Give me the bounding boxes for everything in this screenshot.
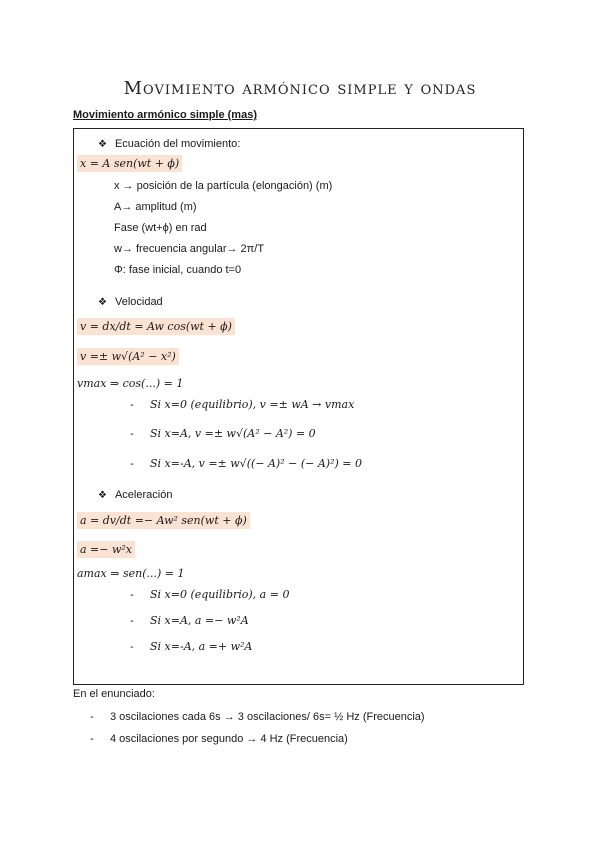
vmax-condition: vmax ⇒ cos(...) = 1 [77, 377, 184, 390]
enunciado-label: En el enunciado: [73, 688, 155, 700]
case-item: - Si x=-A, a =+ w²A [130, 640, 253, 653]
formula-acceleration: a = dv/dt =− Aw² sen(wt + ϕ) [77, 514, 250, 527]
page-title: Movimiento armónico simple y ondas [123, 78, 477, 99]
diamond-bullet-icon: ❖ [98, 490, 107, 501]
definition-item: A→ amplitud (m) [114, 201, 197, 213]
formula-velocity-position: v =± w√(A² − x²) [77, 350, 179, 363]
amax-condition: amax ⇒ sen(...) = 1 [77, 567, 185, 580]
formula-velocity: v = dx/dt = Aw cos(wt + ϕ) [77, 320, 235, 333]
formula-acceleration-position: a =− w²x [77, 543, 135, 556]
case-item: - Si x=-A, v =± w√((− A)² − (− A)²) = 0 [130, 457, 362, 470]
case-item: - Si x=0 (equilibrio), v =± wA → vmax [130, 398, 355, 411]
bullet-ecuacion: ❖ Ecuación del movimiento: [98, 138, 241, 150]
enunciado-item: - 4 oscilaciones por segundo → 4 Hz (Frecuencia) [90, 733, 348, 745]
definition-item: Φ: fase inicial, cuando t=0 [114, 264, 242, 276]
section-heading: Movimiento armónico simple (mas) [73, 109, 257, 121]
case-item: - Si x=A, v =± w√(A² − A²) = 0 [130, 427, 316, 440]
formula-position: x = A sen(wt + ϕ) [77, 157, 182, 170]
definition-item: x → posición de la partícula (elongación) (m) [114, 180, 333, 192]
diamond-bullet-icon: ❖ [98, 297, 107, 308]
bullet-aceleracion: ❖ Aceleración [98, 489, 173, 501]
definition-item: w→ frecuencia angular→ 2π/T [114, 243, 265, 255]
case-item: - Si x=0 (equilibrio), a = 0 [130, 588, 290, 601]
case-item: - Si x=A, a =− w²A [130, 614, 249, 627]
diamond-bullet-icon: ❖ [98, 139, 107, 150]
definition-item: Fase (wt+ϕ) en rad [114, 222, 207, 234]
enunciado-item: - 3 oscilaciones cada 6s → 3 oscilaciones/ 6s= ½ Hz (Frecuencia) [90, 711, 425, 723]
bullet-velocidad: ❖ Velocidad [98, 296, 163, 308]
